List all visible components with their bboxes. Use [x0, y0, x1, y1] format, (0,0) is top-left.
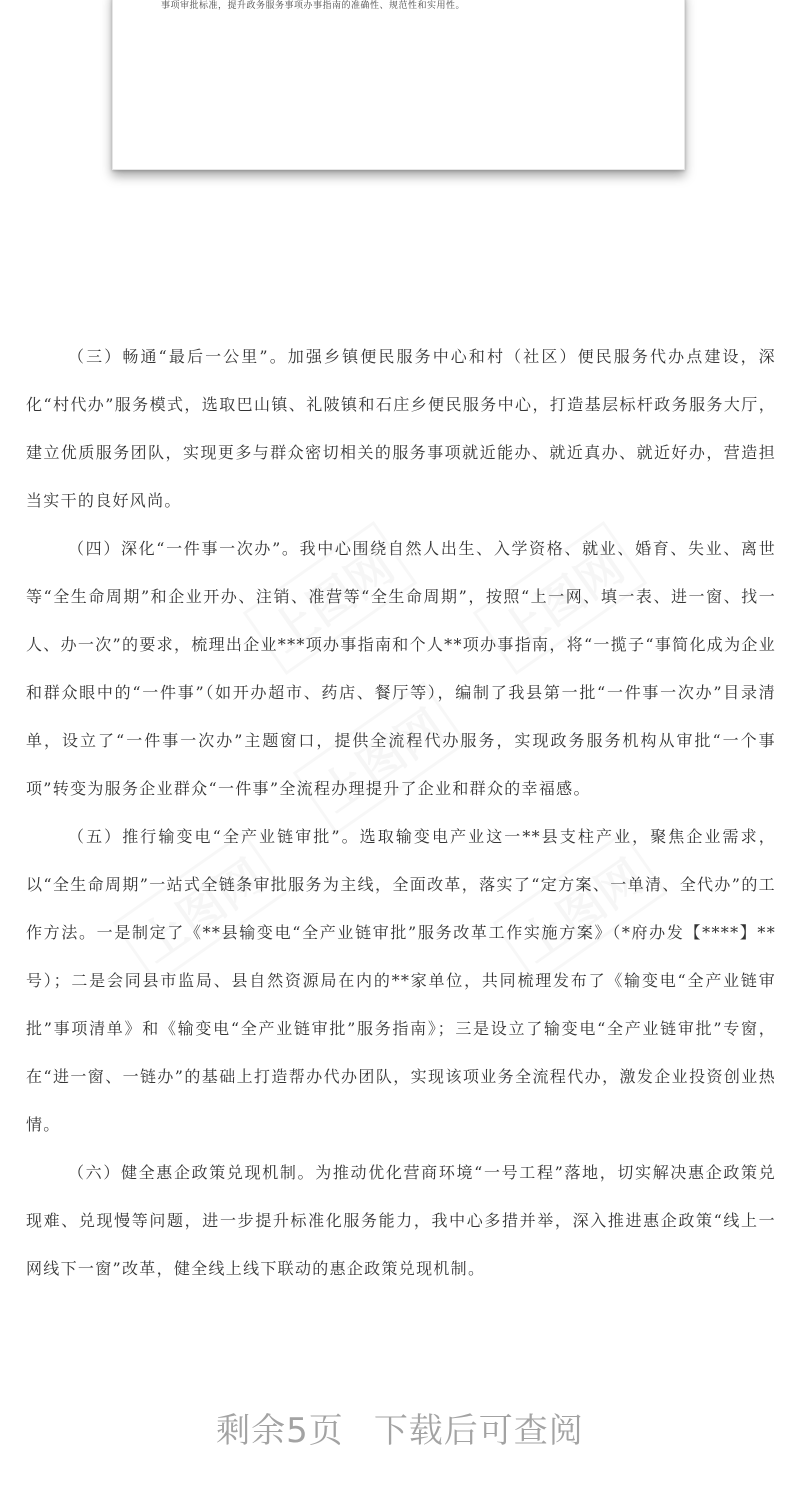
- paragraph-3: （三）畅通“最后一公里”。加强乡镇便民服务中心和村（社区）便民服务代办点建设，深化“村代办”服务模式，选取巴山镇、礼陂镇和石庄乡便民服务中心，打造基层标杆政务服务大厅，建立优质服务团队，实现更多与群众密切相关的服务事项就近能办、就近真办、就近好办，营造担当实干的良好风尚。: [26, 347, 776, 510]
- download-to-view-label: 下载后可查阅: [373, 1411, 584, 1451]
- paragraph-6: （六）健全惠企政策兑现机制。为推动优化营商环境“一号工程”落地，切实解决惠企政策兑现难、兑现慢等问题，进一步提升标准化服务能力，我中心多措并举，深入推进惠企政策“线上一网线下一窗”改革，健全线上线下联动的惠企政策兑现机制。: [26, 1163, 776, 1278]
- download-prompt[interactable]: [0, 1403, 800, 1452]
- previous-page-text: 事项审批标准，提升政务服务事项办事指南的准确性、规范性和实用性。: [161, 1, 466, 11]
- paragraph-4: （四）深化“一件事一次办”。我中心围绕自然人出生、入学资格、就业、婚育、失业、离世等“全生命周期”和企业开办、注销、准营等“全生命周期”，按照“上一网、填一表、进一窗、找一人、办一次”的要求，梳理出企业***项办事指南和个人**项办事指南，将“一揽子“事简化成为企业和群众眼中的“一件事”（如开办超市、药店、餐厅等），编制了我县第一批“一件事一次办”目录清单，设立了“一件事一次办”主题窗口，提供全流程代办服务，实现政务服务机构从审批“一个事项”转变为服务企业群众“一件事”全流程办理提升了企业和群众的幸福感。: [26, 539, 776, 798]
- previous-page-preview: [112, 0, 685, 170]
- paragraph-5: （五）推行输变电“全产业链审批”。选取输变电产业这一**县支柱产业，聚焦企业需求，以“全生命周期”一站式全链条审批服务为主线，全面改革，落实了“定方案、一单清、全代办”的工作方法。一是制定了《**县输变电“全产业链审批”服务改革工作实施方案》（*府办发【****】**号）；二是会同县市监局、县自然资源局在内的**家单位，共同梳理发布了《输变电“全产业链审批”事项清单》和《输变电“全产业链审批”服务指南》；三是设立了输变电“全产业链审批”专窗，在“进一窗、一链办”的基础上打造帮办代办团队，实现该项业务全流程代办，激发企业投资创业热情。: [26, 827, 776, 1134]
- document-body: [26, 333, 776, 1293]
- remaining-pages-label: 剩余5页: [216, 1411, 344, 1451]
